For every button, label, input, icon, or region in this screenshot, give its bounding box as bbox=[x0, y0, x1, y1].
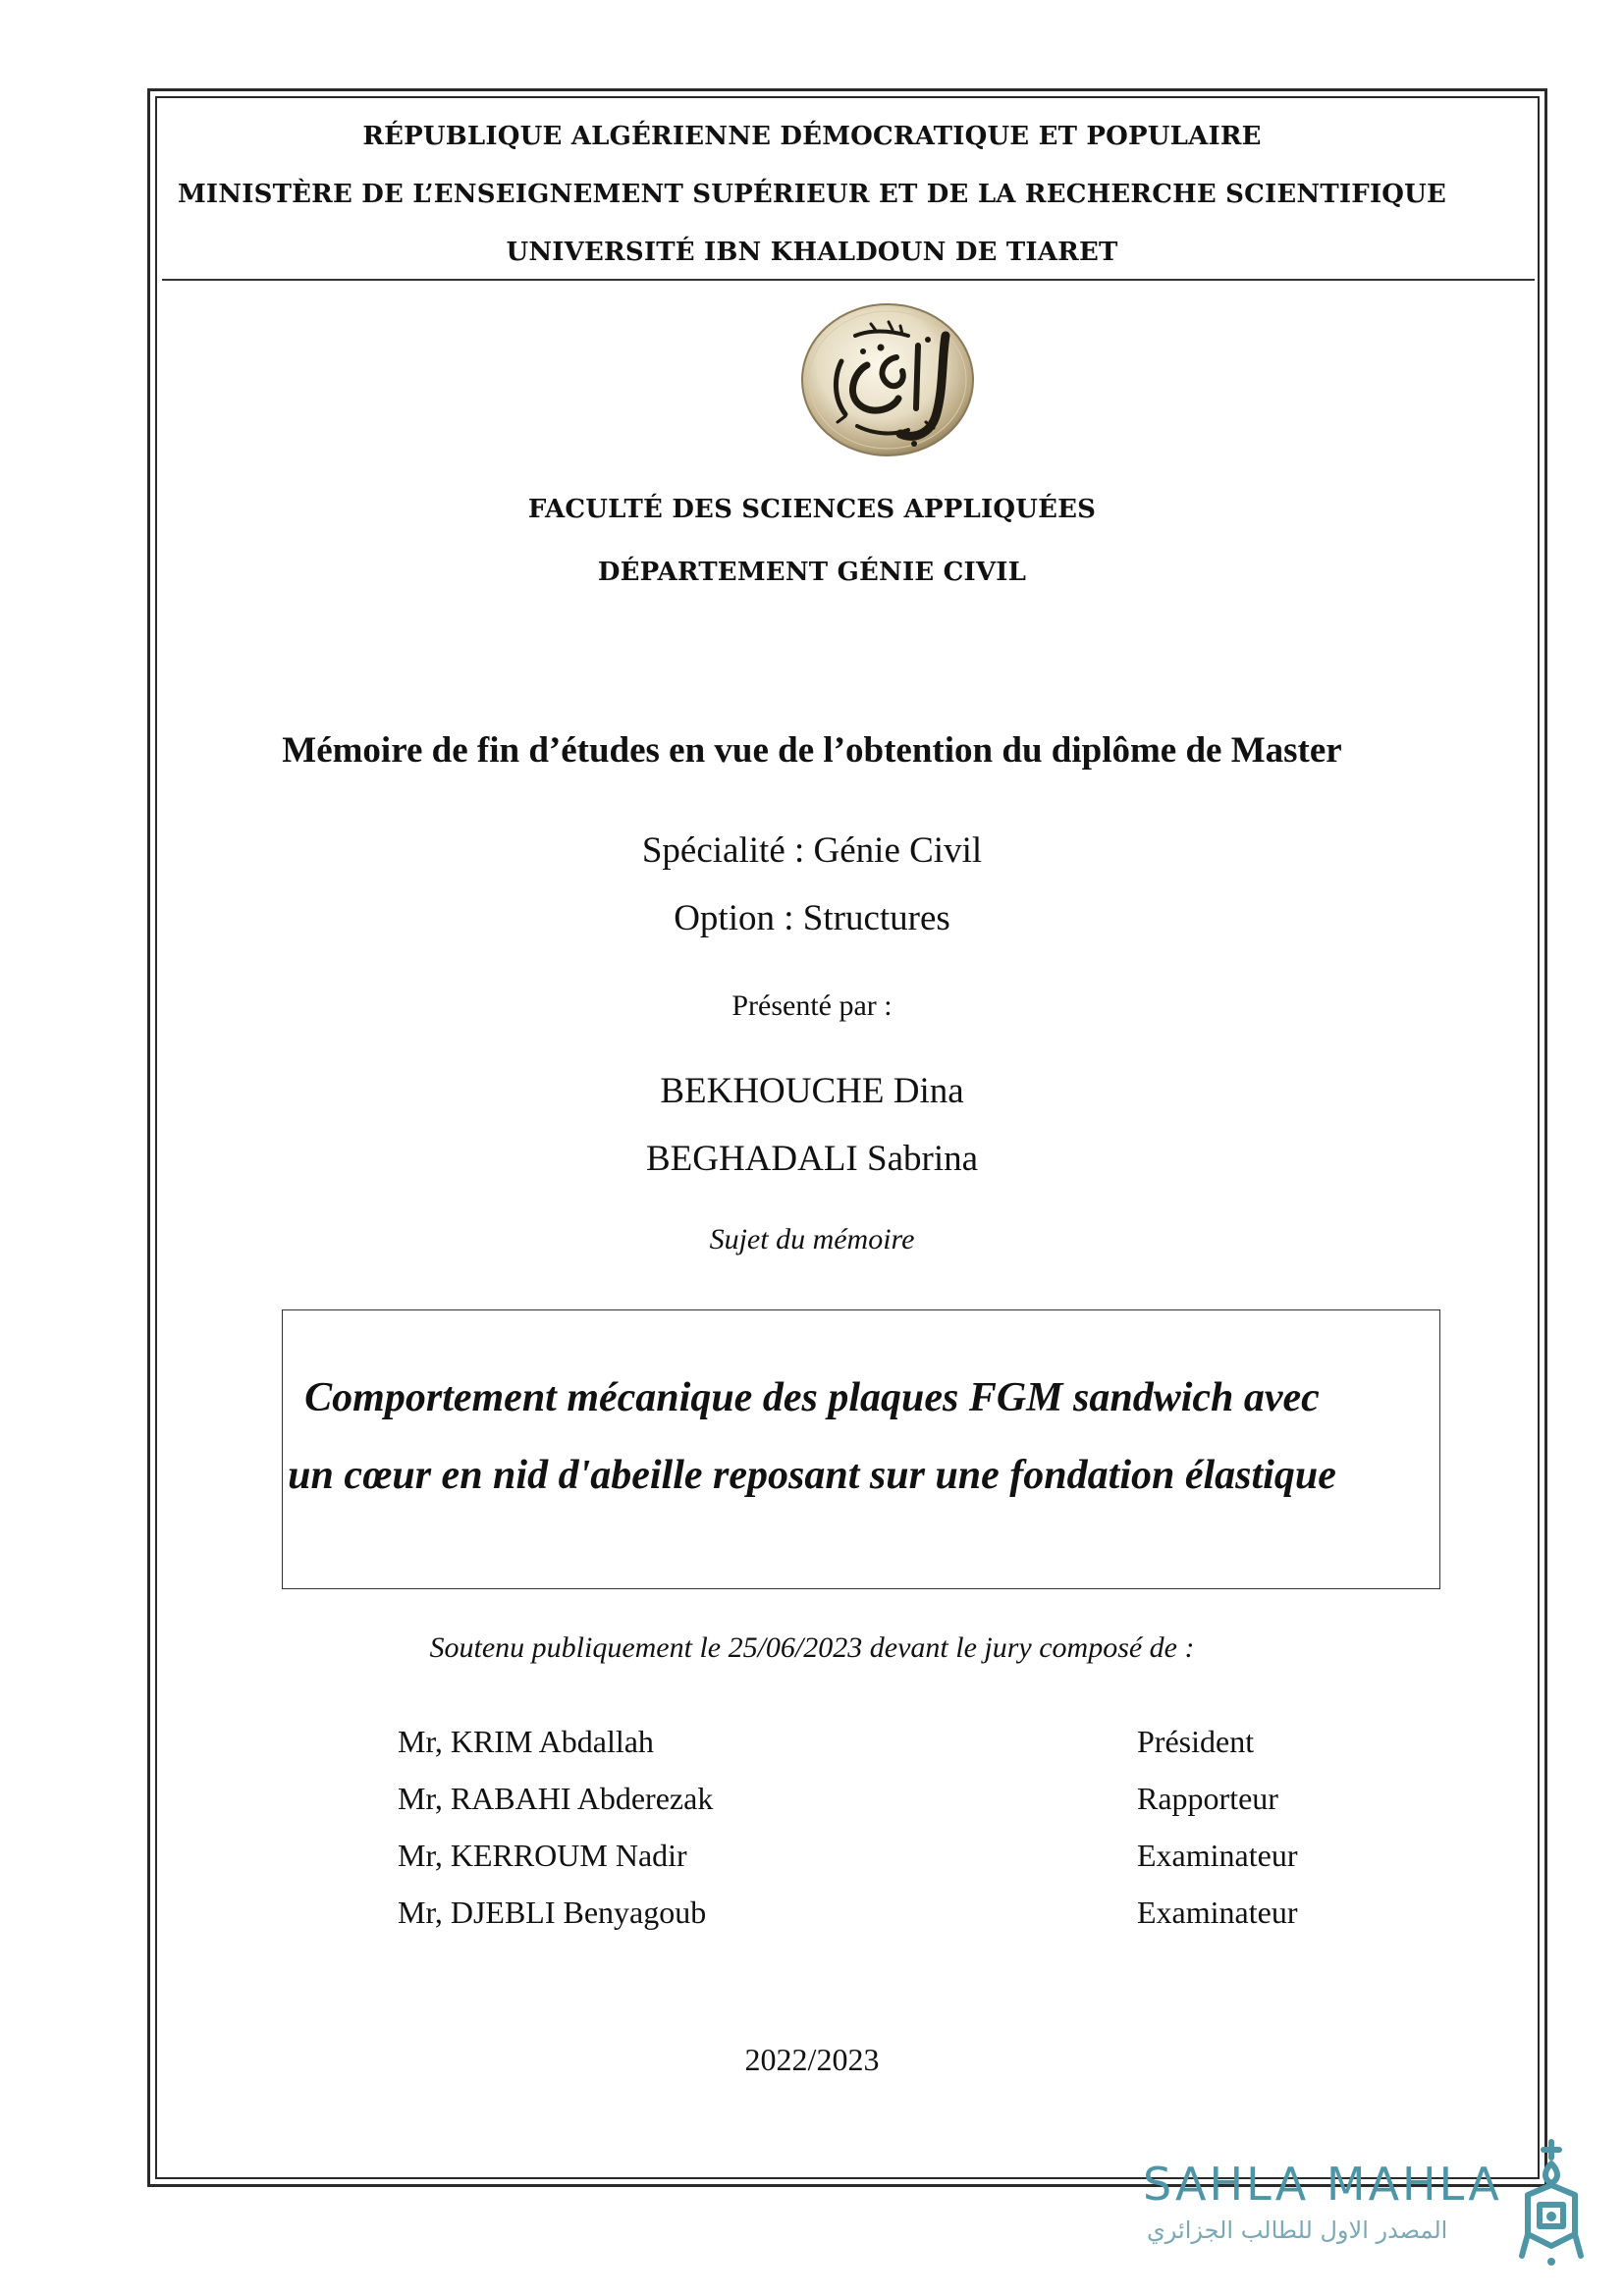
watermark-title: SAHLA MAHLA bbox=[1143, 2158, 1502, 2211]
faculty: FACULTÉ DES SCIENCES APPLIQUÉES bbox=[527, 495, 1097, 524]
jury-member-name: Mr, DJEBLI Benyagoub bbox=[398, 1895, 707, 1930]
department: DÉPARTEMENT GÉNIE CIVIL bbox=[597, 558, 1027, 587]
jury-member-role: Examinateur bbox=[1137, 1895, 1298, 1930]
subject-label: Sujet du mémoire bbox=[709, 1223, 915, 1255]
jury-member-role: Président bbox=[1137, 1724, 1255, 1759]
author-1: BEKHOUCHE Dina bbox=[660, 1071, 964, 1111]
specialite: Spécialité : Génie Civil bbox=[641, 830, 983, 871]
academic-year: 2022/2023 bbox=[744, 2042, 880, 2077]
author-2: BEGHADALI Sabrina bbox=[645, 1139, 979, 1179]
jury-member-role: Examinateur bbox=[1137, 1838, 1298, 1873]
jury-member-name: Mr, RABAHI Abderezak bbox=[398, 1781, 714, 1816]
jury-member-role: Rapporteur bbox=[1137, 1781, 1278, 1816]
presented-by-label: Présenté par : bbox=[731, 989, 893, 1022]
jury-member-name: Mr, KERROUM Nadir bbox=[398, 1838, 687, 1873]
subject-line-2: un cœur en nid d'abeille reposant sur une fondation élastique bbox=[288, 1453, 1336, 1498]
subject-box bbox=[282, 1309, 1440, 1589]
header-university: UNIVERSITÉ IBN KHALDOUN DE TIARET bbox=[506, 238, 1118, 267]
university-seal-icon bbox=[798, 300, 977, 459]
defense-statement: Soutenu publiquement le 25/06/2023 devant le jury composé de : bbox=[429, 1631, 1195, 1664]
header-divider bbox=[162, 279, 1535, 281]
subject-line-1: Comportement mécanique des plaques FGM sandwich avec bbox=[304, 1375, 1320, 1420]
watermark bbox=[1143, 2136, 1595, 2283]
option: Option : Structures bbox=[674, 898, 950, 938]
watermark-subtitle: المصدر الاول للطالب الجزائري bbox=[1147, 2216, 1448, 2244]
header-republic: RÉPUBLIQUE ALGÉRIENNE DÉMOCRATIQUE ET POPULAIRE bbox=[362, 122, 1262, 151]
sahla-mahla-logo-icon bbox=[1514, 2136, 1589, 2273]
header-ministry: MINISTÈRE DE L’ENSEIGNEMENT SUPÉRIEUR ET DE LA RECHERCHE SCIENTIFIQUE bbox=[177, 180, 1447, 209]
memoire-title: Mémoire de fin d’études en vue de l’obtention du diplôme de Master bbox=[282, 730, 1342, 771]
jury-member-name: Mr, KRIM Abdallah bbox=[398, 1724, 654, 1759]
